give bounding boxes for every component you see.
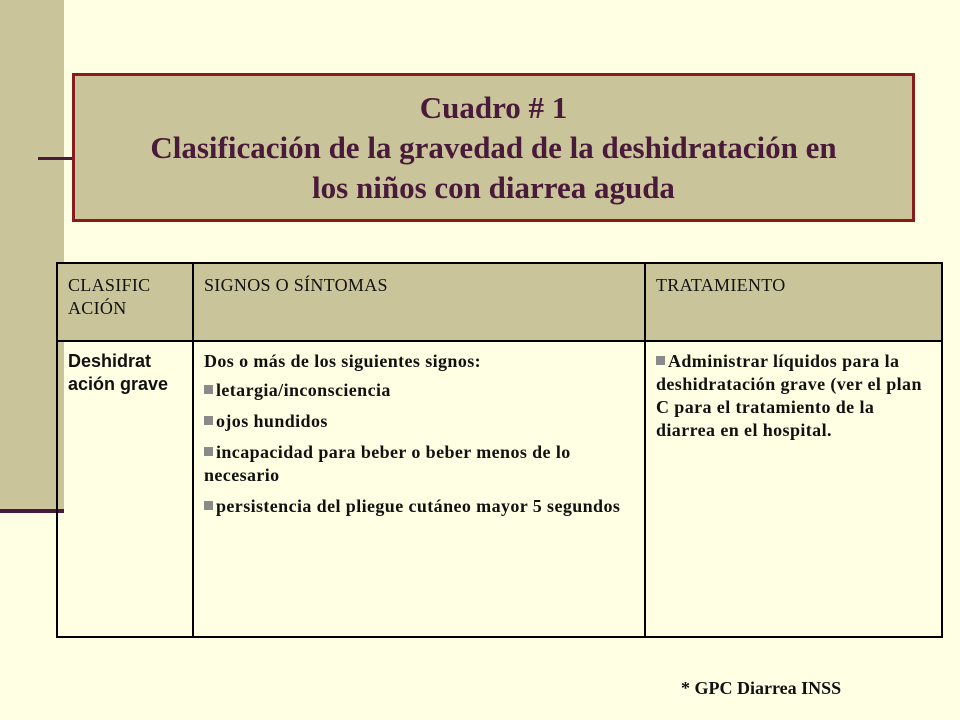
title-line-2: Clasificación de la gravedad de la deshidratación en <box>150 129 837 165</box>
title-line-1: Cuadro # 1 <box>419 89 568 125</box>
table-row <box>57 341 942 637</box>
treatment-list <box>656 350 931 442</box>
list-item <box>204 495 634 518</box>
header-classification: CLASIFIC ACIÓN <box>57 263 193 341</box>
source-footnote: * GPC Diarrea INSS <box>681 678 842 698</box>
sign-text: persistencia del pliegue cutáneo mayor 5 segundos <box>216 496 621 516</box>
square-bullet-icon <box>204 416 213 425</box>
list-item <box>204 379 634 402</box>
signs-intro: Dos o más de los siguientes signos: <box>204 351 482 371</box>
signs-list <box>204 379 634 518</box>
table-header-row <box>57 263 942 341</box>
list-item <box>204 441 634 487</box>
list-item <box>204 410 634 433</box>
square-bullet-icon <box>204 447 213 456</box>
header-treatment: TRATAMIENTO <box>645 263 942 341</box>
square-bullet-icon <box>204 501 213 510</box>
side-band <box>0 0 64 510</box>
list-item <box>656 350 931 442</box>
cell-classification: Deshidrat ación grave <box>57 341 193 637</box>
classification-table <box>56 262 943 638</box>
sign-text: ojos hundidos <box>216 411 328 431</box>
square-bullet-icon <box>204 385 213 394</box>
square-bullet-icon <box>656 356 665 365</box>
decorative-rule-bottom <box>0 509 64 513</box>
sign-text: letargia/inconsciencia <box>216 380 391 400</box>
cell-treatment <box>645 341 942 637</box>
decorative-rule-top <box>38 157 74 160</box>
treatment-text: Administrar líquidos para la deshidratación grave (ver el plan C para el tratamiento de la diarrea en el hospital. <box>656 351 922 440</box>
cell-signs <box>193 341 645 637</box>
sign-text: incapacidad para beber o beber menos de lo necesario <box>204 442 571 485</box>
header-signs: SIGNOS O SÍNTOMAS <box>193 263 645 341</box>
title-line-3: los niños con diarrea aguda <box>312 169 675 205</box>
title-box <box>72 73 915 222</box>
